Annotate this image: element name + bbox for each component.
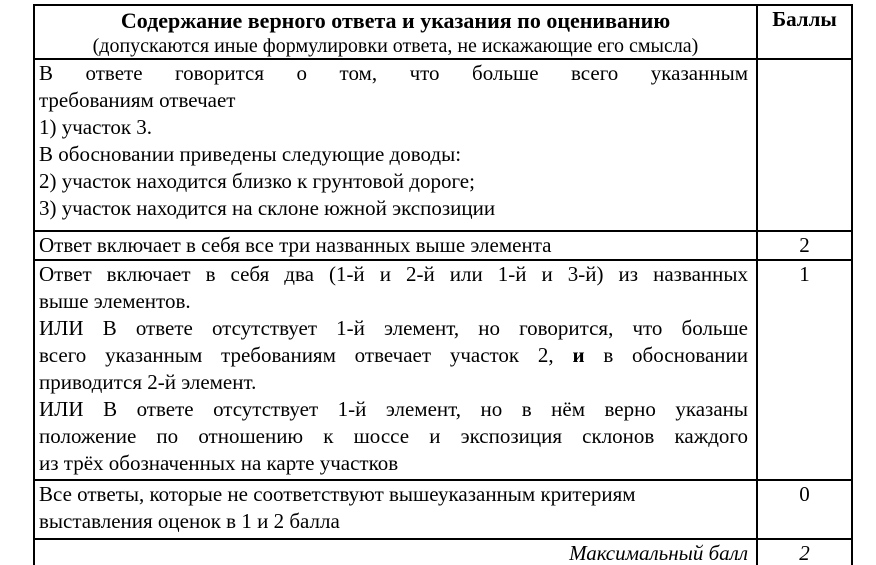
answer-content-cell xyxy=(34,59,757,231)
table-subtitle: (допускаются иные формулировки ответа, не искажающие его смысла) xyxy=(92,35,699,57)
answer-line: требованиям отвечает xyxy=(39,88,236,112)
criteria-line: выше элементов. xyxy=(39,289,191,313)
answer-line: В ответе говорится о том, что больше всего указанным xyxy=(39,61,748,85)
answer-line: 3) участок находится на склоне южной экспозиции xyxy=(39,196,496,220)
answer-line: 2) участок находится близко к грунтовой дороге; xyxy=(39,169,475,193)
criteria-cell xyxy=(34,260,757,480)
table-title: Содержание верного ответа и указания по оцениванию xyxy=(120,8,671,33)
criteria-line: Ответ включает в себя два (1-й и 2-й или 1-й и 3-й) из названных xyxy=(39,262,748,286)
criteria-line: положение по отношению к шоссе и экспозиция склонов каждого xyxy=(39,424,748,448)
max-score-value: 2 xyxy=(757,539,852,565)
criteria-line: Все ответы, которые не соответствуют вышеуказанным критериям xyxy=(39,482,636,506)
criteria-line-segment: в обосновании xyxy=(584,343,748,367)
criteria-row-2-points xyxy=(34,231,852,260)
score-cell-0: 0 xyxy=(757,480,852,539)
answer-line: В обосновании приведены следующие доводы: xyxy=(39,142,462,166)
criteria-line: из трёх обозначенных на карте участков xyxy=(39,451,399,475)
max-score-label-cell xyxy=(34,539,757,565)
max-score-row xyxy=(34,539,852,565)
score-column-header: Баллы xyxy=(757,5,852,59)
scoring-rubric-table xyxy=(33,4,853,565)
criteria-row-0-points xyxy=(34,480,852,539)
score-cell-2: 2 xyxy=(757,231,852,260)
criteria-line: выставления оценок в 1 и 2 балла xyxy=(39,509,340,533)
header-row xyxy=(34,5,852,59)
answer-line: 1) участок 3. xyxy=(39,115,153,139)
criteria-cell xyxy=(34,480,757,539)
criteria-line: приводится 2-й элемент. xyxy=(39,370,257,394)
criteria-row-1-point xyxy=(34,260,852,480)
score-cell-1: 1 xyxy=(757,260,852,480)
header-content-cell xyxy=(34,5,757,59)
criteria-line xyxy=(39,342,748,369)
criteria-line: Ответ включает в себя все три названных выше элемента xyxy=(39,233,552,257)
max-score-label: Максимальный балл xyxy=(569,541,748,565)
criteria-line: ИЛИ В ответе отсутствует 1-й элемент, но в нём верно указаны xyxy=(39,397,748,421)
criteria-cell xyxy=(34,231,757,260)
criteria-line: ИЛИ В ответе отсутствует 1-й элемент, но говорится, что больше xyxy=(39,316,748,340)
score-cell-empty xyxy=(757,59,852,231)
answer-content-row xyxy=(34,59,852,231)
criteria-line-bold-word: и xyxy=(572,343,585,367)
criteria-line-segment: всего указанным требованиям отвечает участок 2, xyxy=(39,343,573,367)
